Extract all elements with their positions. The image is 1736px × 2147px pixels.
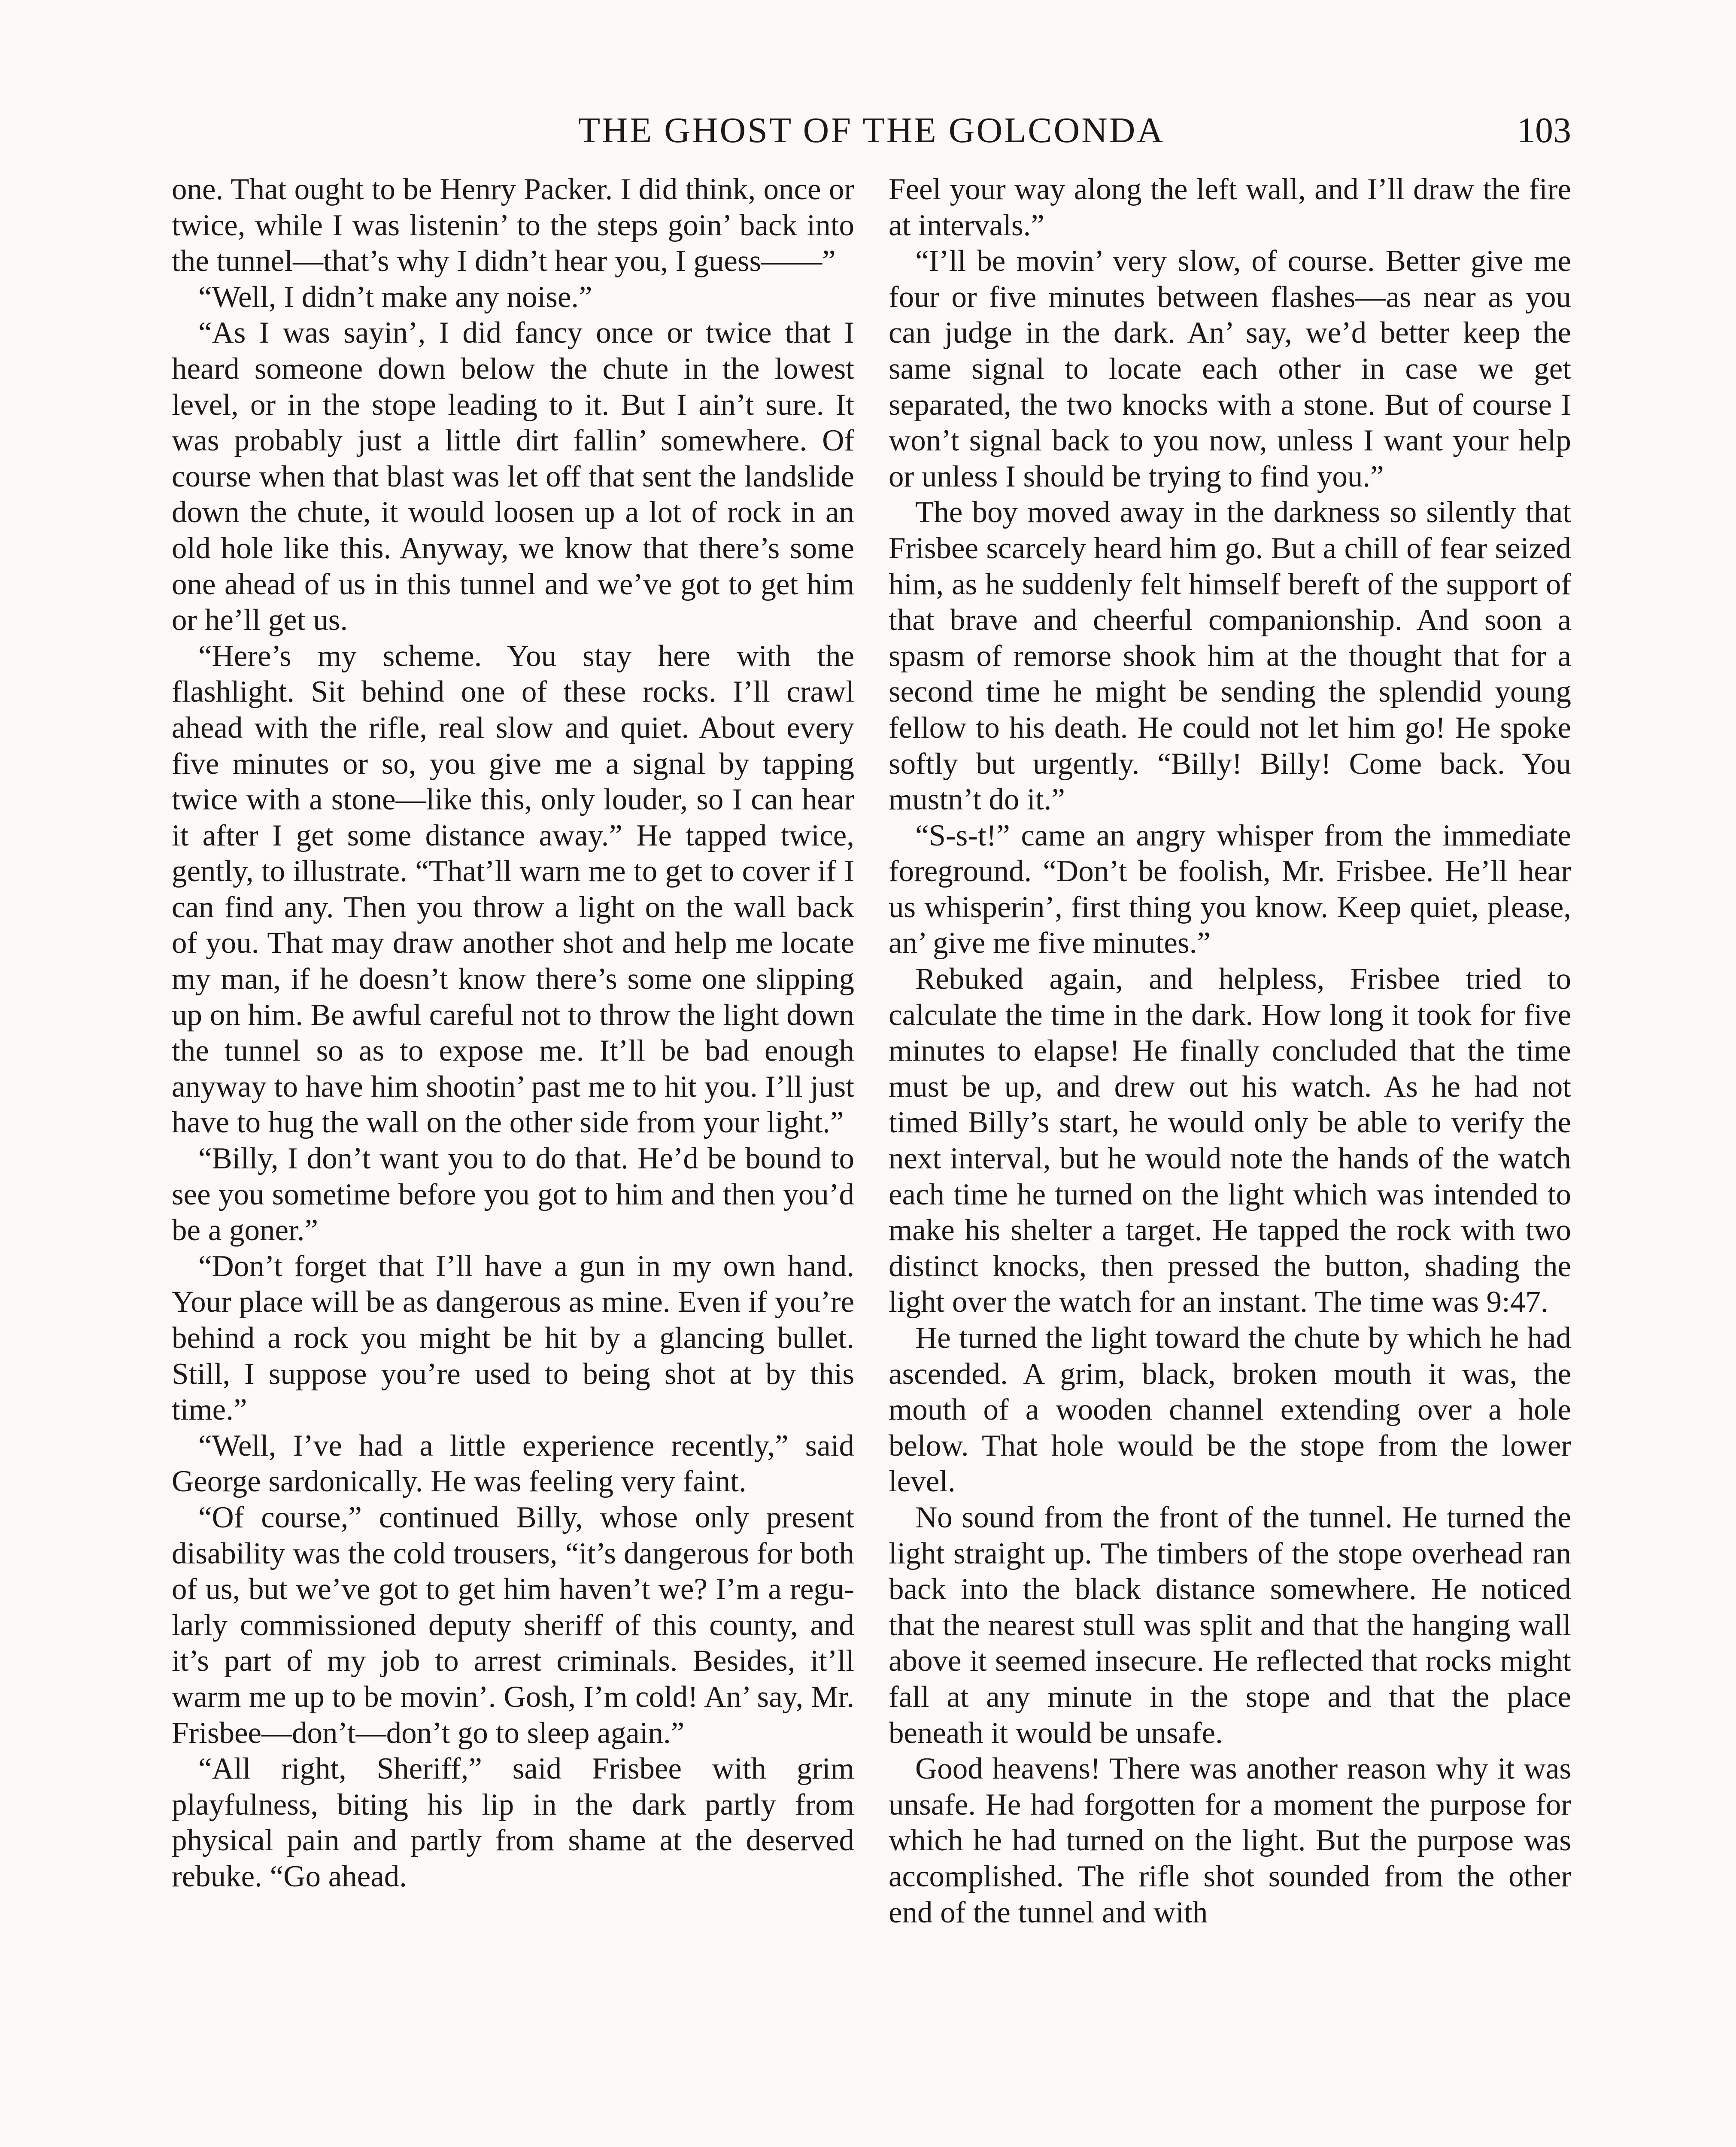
paragraph: “I’ll be movin’ very slow, of course. Better give me four or five minutes between flashes—as near as you can judge in the dark. An’ say, we’d better keep the same signal to locate each other in case we get separated, the two knocks with a stone. But of course I won’t signal back to you now, unless I want your help or unless I should be trying to find you.” bbox=[889, 244, 1571, 493]
paragraph: Good heavens! There was another reason why it was unsafe. He had forgotten for a moment the purpose for which he had turned on the light. But the purpose was accomplished. The rifle shot sounded from the other end of the tunnel and with bbox=[889, 1752, 1571, 1929]
paragraph: “Well, I’ve had a little experience recently,” said George sardonically. He was feeling very faint. bbox=[172, 1429, 854, 1499]
paragraph: “Don’t forget that I’ll have a gun in my own hand. Your place will be as dangerous as mine. Even if you’re behind a rock you might be hit by a glancing bullet. Still, I suppose you’re used to being shot at by this time.” bbox=[172, 1249, 854, 1427]
paragraph: The boy moved away in the darkness so silently that Frisbee scarcely heard him go. But a chill of fear seized him, as he suddenly felt himself bereft of the support of that brave and cheerful companionship. And soon a spasm of remorse shook him at the thought that for a second time he might be sending the splendid young fellow to his death. He could not let him go! He spoke softly but urgently. “Billy! Billy! Come back. You mustn’t do it.” bbox=[889, 496, 1571, 817]
paragraph: No sound from the front of the tunnel. He turned the light straight up. The timbers of the stope overhead ran back into the black distance somewhere. He noticed that the nearest stull was split and that the hanging wall above it seemed insecure. He reflected that rocks might fall at any minute in the stope and that the place beneath it would be unsafe. bbox=[889, 1500, 1571, 1750]
running-title: THE GHOST OF THE GOLCONDA bbox=[578, 110, 1165, 150]
text-columns bbox=[172, 172, 1571, 2147]
paragraph: Rebuked again, and helpless, Frisbee tried to calculate the time in the dark. How long it took for five minutes to elapse! He finally concluded that the time must be up, and drew out his watch. As he had not timed Billy’s start, he would only be able to verify the next interval, but he would note the hands of the watch each time he turned on the light which was intended to make his shelter a target. He tapped the rock with two distinct knocks, then pressed the button, shading the light over the watch for an instant. The time was 9:47. bbox=[889, 962, 1571, 1319]
running-head bbox=[172, 109, 1571, 157]
paragraph: “Of course,” continued Billy, whose only present disability was the cold trousers, “it’s dangerous for both of us, but we’ve got to get him haven’t we? I’m a regularly commissioned deputy sheriff of this county, and it’s part of my job to arrest criminals. Besides, it’ll warm me up to be movin’. Gosh, I’m cold! An’ say, Mr. Frisbee—don’t—don’t go to sleep again.” bbox=[172, 1500, 854, 1750]
right-column bbox=[889, 172, 1571, 2147]
paragraph: He turned the light toward the chute by which he had ascended. A grim, black, broken mouth it was, the mouth of a wooden channel extending over a hole below. That hole would be the stope from the lower level. bbox=[889, 1321, 1571, 1499]
paragraph: “All right, Sheriff,” said Frisbee with grim playfulness, biting his lip in the dark partly from physical pain and partly from shame at the deserved rebuke. “Go ahead. bbox=[172, 1752, 854, 1893]
paragraph: “Here’s my scheme. You stay here with the flashlight. Sit behind one of these rocks. I’ll crawl ahead with the rifle, real slow and quiet. About every five minutes or so, you give me a signal by tapping twice with a stone—like this, only louder, so I can hear it after I get some distance away.” He tapped twice, gently, to illustrate. “That’ll warn me to get to cover if I can find any. Then you throw a light on the wall back of you. That may draw another shot and help me locate my man, if he doesn’t know there’s some one slipping up on him. Be awful careful not to throw the light down the tunnel so as to expose me. It’ll be bad enough anyway to have him shootin’ past me to hit you. I’ll just have to hug the wall on the other side from your light.” bbox=[172, 639, 854, 1140]
left-column bbox=[172, 172, 854, 2147]
paragraph: one. That ought to be Henry Packer. I did think, once or twice, while I was listenin’ to the steps goin’ back into the tunnel—that’s why I didn’t hear you, I guess——” bbox=[172, 173, 854, 278]
paragraph: “Well, I didn’t make any noise.” bbox=[198, 280, 592, 314]
page-number: 103 bbox=[1517, 110, 1571, 150]
paragraph: “As I was sayin’, I did fancy once or twice that I heard someone down below the chute in the lowest level, or in the stope leading to it. But I ain’t sure. It was probably just a little dirt fallin’ somewhere. Of course when that blast was let off that sent the landslide down the chute, it would loosen up a lot of rock in an old hole like this. Anyway, we know that there’s some one ahead of us in this tunnel and we’ve got to get him or he’ll get us. bbox=[172, 316, 854, 637]
paragraph: “S-s-t!” came an angry whisper from the immediate foreground. “Don’t be foolish, Mr. Frisbee. He’ll hear us whisperin’, first thing you know. Keep quiet, please, an’ give me five minutes.” bbox=[889, 818, 1571, 960]
paragraph: Feel your way along the left wall, and I’ll draw the fire at intervals.” bbox=[889, 173, 1571, 242]
paragraph: “Billy, I don’t want you to do that. He’d be bound to see you sometime before you got to him and then you’d be a goner.” bbox=[172, 1142, 854, 1247]
